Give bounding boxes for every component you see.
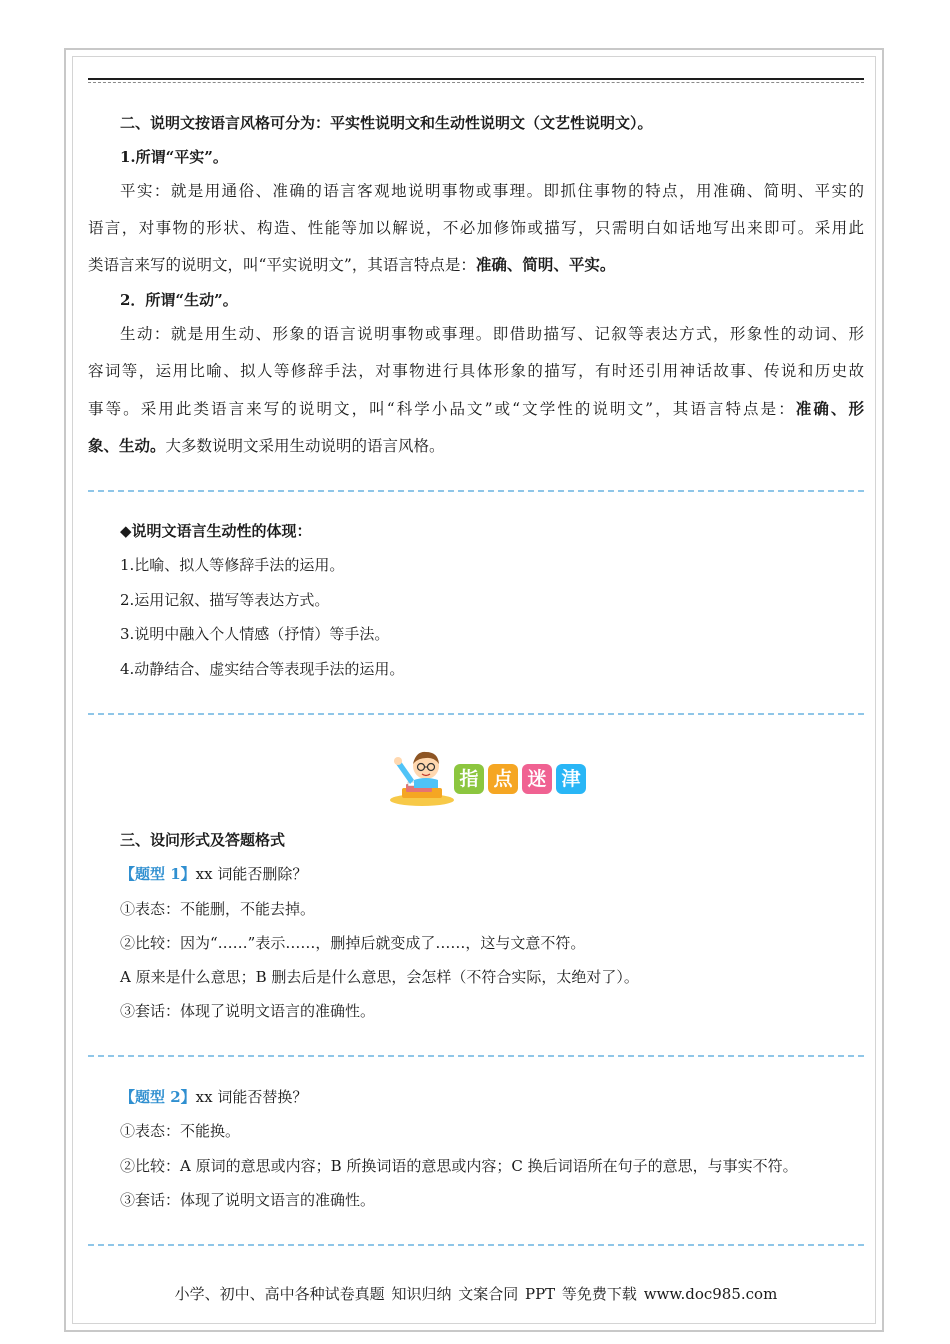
answer-step: ①表态：不能删，不能去掉。 (120, 900, 316, 918)
logo-char-tile: 指 (454, 764, 484, 794)
section2-heading: 二、说明文按语言风格可分为：平实性说明文和生动性说明文（文艺性说明文）。 (120, 114, 653, 132)
header-rule (88, 78, 864, 80)
footer-text: 小学、初中、高中各种试卷真题 知识归纳 文案合同 PPT 等免费下载 www.doc985.com (174, 1285, 778, 1303)
header-rule-dashed (88, 82, 864, 83)
question-type-text: xx 词能否删除？ (195, 865, 308, 883)
question-type-2 (120, 1086, 864, 1108)
plain-paragraph-line-2: 语言，对事物的形状、构造、性能等加以解说，不必加修饰或描写，只需明白如话地写出来即可。采用此 (88, 219, 864, 237)
section-divider (88, 1055, 864, 1057)
vivid-paragraph-line-2: 容词等，运用比喻、拟人等修辞手法，对事物进行具体形象的描写，有时还引用神话故事、传说和历史故 (88, 362, 864, 380)
vivid-list-heading: ◆说明文语言生动性的体现： (120, 522, 312, 540)
section3-heading: 三、设问形式及答题格式 (120, 831, 286, 849)
section2-sub2-title: 2．所谓“生动”。 (120, 291, 238, 309)
answer-step: ③套话：体现了说明文语言的准确性。 (120, 1002, 376, 1020)
vivid-list-item: 3.说明中融入个人情感（抒情）等手法。 (120, 625, 390, 643)
vivid-features-end: 象、生动。 (88, 436, 166, 455)
plain-paragraph-line-3 (88, 254, 864, 276)
vivid-features-start: 准确、形 (795, 399, 864, 418)
question-type-text: xx 词能否替换？ (195, 1088, 308, 1106)
section2-sub1-title: 1.所谓“平实”。 (120, 148, 228, 166)
logo-char-tile: 点 (488, 764, 518, 794)
answer-step: ①表态：不能换。 (120, 1122, 241, 1140)
vivid-paragraph-line-1: 生动：就是用生动、形象的语言说明事物或事理。即借助描写、记叙等表达方式，形象性的动词、形 (120, 325, 864, 343)
answer-step: ③套话：体现了说明文语言的准确性。 (120, 1191, 376, 1209)
vivid-list-item: 1.比喻、拟人等修辞手法的运用。 (120, 556, 345, 574)
question-type-tag: 【题型 2】 (120, 1088, 196, 1106)
logo-title (454, 764, 586, 794)
answer-step: ②比较：因为“……”表示……，删掉后就变成了……，这与文意不符。 (120, 934, 586, 952)
section-divider (88, 490, 864, 492)
section-divider (88, 713, 864, 715)
vivid-list-item: 2.运用记叙、描写等表达方式。 (120, 591, 330, 609)
question-type-1 (120, 863, 864, 885)
student-reading-icon (386, 748, 458, 808)
answer-step: A 原来是什么意思；B 删去后是什么意思，会怎样（不符合实际，太绝对了）。 (120, 968, 639, 986)
plain-paragraph-text: 类语言来写的说明文，叫“平实说明文”，其语言特点是： (88, 256, 476, 274)
plain-paragraph-line-1: 平实：就是用通俗、准确的语言客观地说明事物或事理。即抓住事物的特点，用准确、简明、平实的 (120, 182, 864, 200)
question-type-tag: 【题型 1】 (120, 865, 196, 883)
plain-features: 准确、简明、平实。 (475, 255, 616, 274)
tips-logo (386, 748, 606, 808)
answer-step: ②比较：A 原词的意思或内容；B 所换词语的意思或内容；C 换后词语所在句子的意思，与事实不符。 (120, 1157, 798, 1175)
vivid-paragraph-line-3 (88, 398, 864, 420)
logo-char-tile: 津 (556, 764, 586, 794)
vivid-paragraph-line-4 (88, 435, 864, 457)
vivid-paragraph-text: 事等。采用此类语言来写的说明文，叫“科学小品文”或“文学性的说明文”，其语言特点是： (88, 400, 796, 418)
vivid-paragraph-tail: 大多数说明文采用生动说明的语言风格。 (165, 437, 445, 455)
section-divider (88, 1244, 864, 1246)
vivid-list-item: 4.动静结合、虚实结合等表现手法的运用。 (120, 660, 405, 678)
logo-char-tile: 迷 (522, 764, 552, 794)
